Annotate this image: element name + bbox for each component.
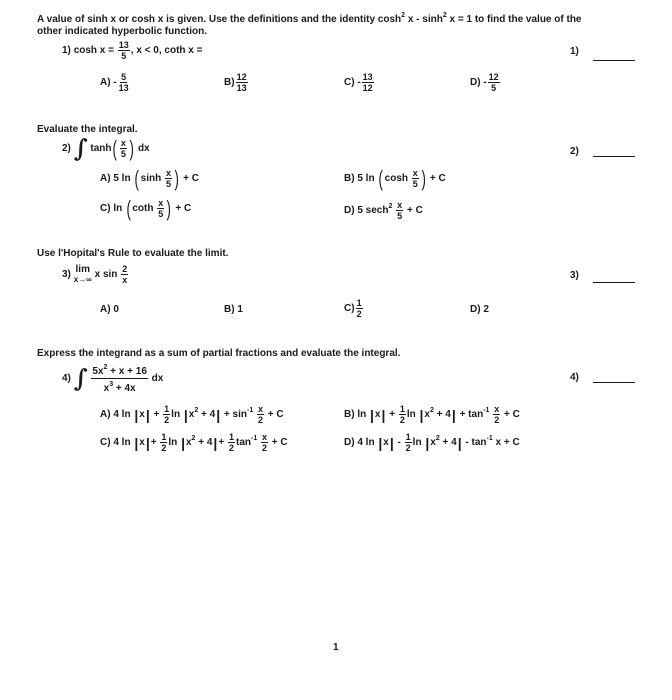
q2-option-b[interactable]: B) 5 ln (cosh $\frac{x}{5}$ ) + C (344, 165, 446, 191)
q3-option-d[interactable]: D) 2 (470, 304, 489, 315)
answer-number-3: 3) (570, 270, 579, 281)
q2-option-a[interactable]: A) 5 ln (sinh $\frac{x}{5}$ ) + C (100, 165, 199, 191)
section-title-partial-fractions: Express the integrand as a sum of partial fractions and evaluate the integral. (37, 348, 401, 359)
integral-sign-icon: ∫ (73, 133, 88, 163)
answer-number-1: 1) (570, 46, 579, 57)
section-title-integral: Evaluate the integral. (37, 124, 138, 135)
integral-sign-icon: ∫ (73, 363, 88, 393)
q1-option-b[interactable]: B) $\frac{12}{13}$ (224, 72, 247, 93)
page-number: 1 (333, 642, 339, 653)
q1-option-a[interactable]: A) - $\frac{5}{13}$ (100, 72, 129, 93)
q2-option-c[interactable]: C) ln (coth $\frac{x}{5}$ ) + C (100, 195, 192, 221)
answer-blank-3[interactable] (593, 282, 635, 283)
q3-option-a[interactable]: A) 0 (100, 304, 119, 315)
instructions-line1: A value of sinh x or cosh x is given. Use the definitions and the identity $\cosh^2 x - \sinh^2 x = 1$ to find the value of the (37, 12, 582, 25)
question-2: 2) ∫ tanh( $\frac{x}{5}$ ) dx (62, 133, 150, 163)
question-3: 3) lim x→∞ x sin $\frac{2}{x}$ (62, 263, 128, 285)
section-title-limit: Use l'Hopital's Rule to evaluate the limit. (37, 248, 229, 259)
q4-option-d[interactable]: D) 4 ln |x| - $\frac{1}{2}$ $\ln |x^2 + 4| - \tan^{-1} x + C$ (344, 432, 520, 453)
answer-number-4: 4) (570, 372, 579, 383)
answer-blank-1[interactable] (593, 60, 635, 61)
q3-option-b[interactable]: B) 1 (224, 304, 243, 315)
q4-option-a[interactable]: A) 4 ln |x| + $\frac{1}{2}$ $\ln |x^2 + 4| + \sin^{-1}$ $\frac{x}{2}$ + C (100, 404, 284, 425)
question-4: 4) ∫ $\frac{5x^2 + x + 16}{x^3 + 4x}$ dx (62, 363, 164, 394)
instructions-line2: other indicated hyperbolic function. (37, 26, 208, 37)
q4-option-c[interactable]: C) 4 ln |x|+ $\frac{1}{2}$ $\ln |x^2 + 4|+$ $\frac{1}{2}$ $\tan^{-1}$ $\frac{x}{2}$ + C (100, 432, 288, 453)
answer-number-2: 2) (570, 146, 579, 157)
answer-blank-4[interactable] (593, 382, 635, 383)
q1-option-c[interactable]: C) - $\frac{13}{12}$ (344, 72, 373, 93)
q4-option-b[interactable]: B) ln |x| + $\frac{1}{2}$ $\ln |x^2 + 4| + \tan^{-1}$ $\frac{x}{2}$ + C (344, 404, 520, 425)
q1-option-d[interactable]: D) - $\frac{12}{5}$ (470, 72, 499, 93)
q2-option-d[interactable]: D) 5 sech$^2$ $\frac{x}{5}$ + C (344, 200, 423, 221)
answer-blank-2[interactable] (593, 156, 635, 157)
question-1: 1) cosh x = $\frac{13}{5}$ , x < 0, coth x = (62, 40, 203, 61)
q3-option-c[interactable]: C) $\frac{1}{2}$ (344, 298, 362, 319)
